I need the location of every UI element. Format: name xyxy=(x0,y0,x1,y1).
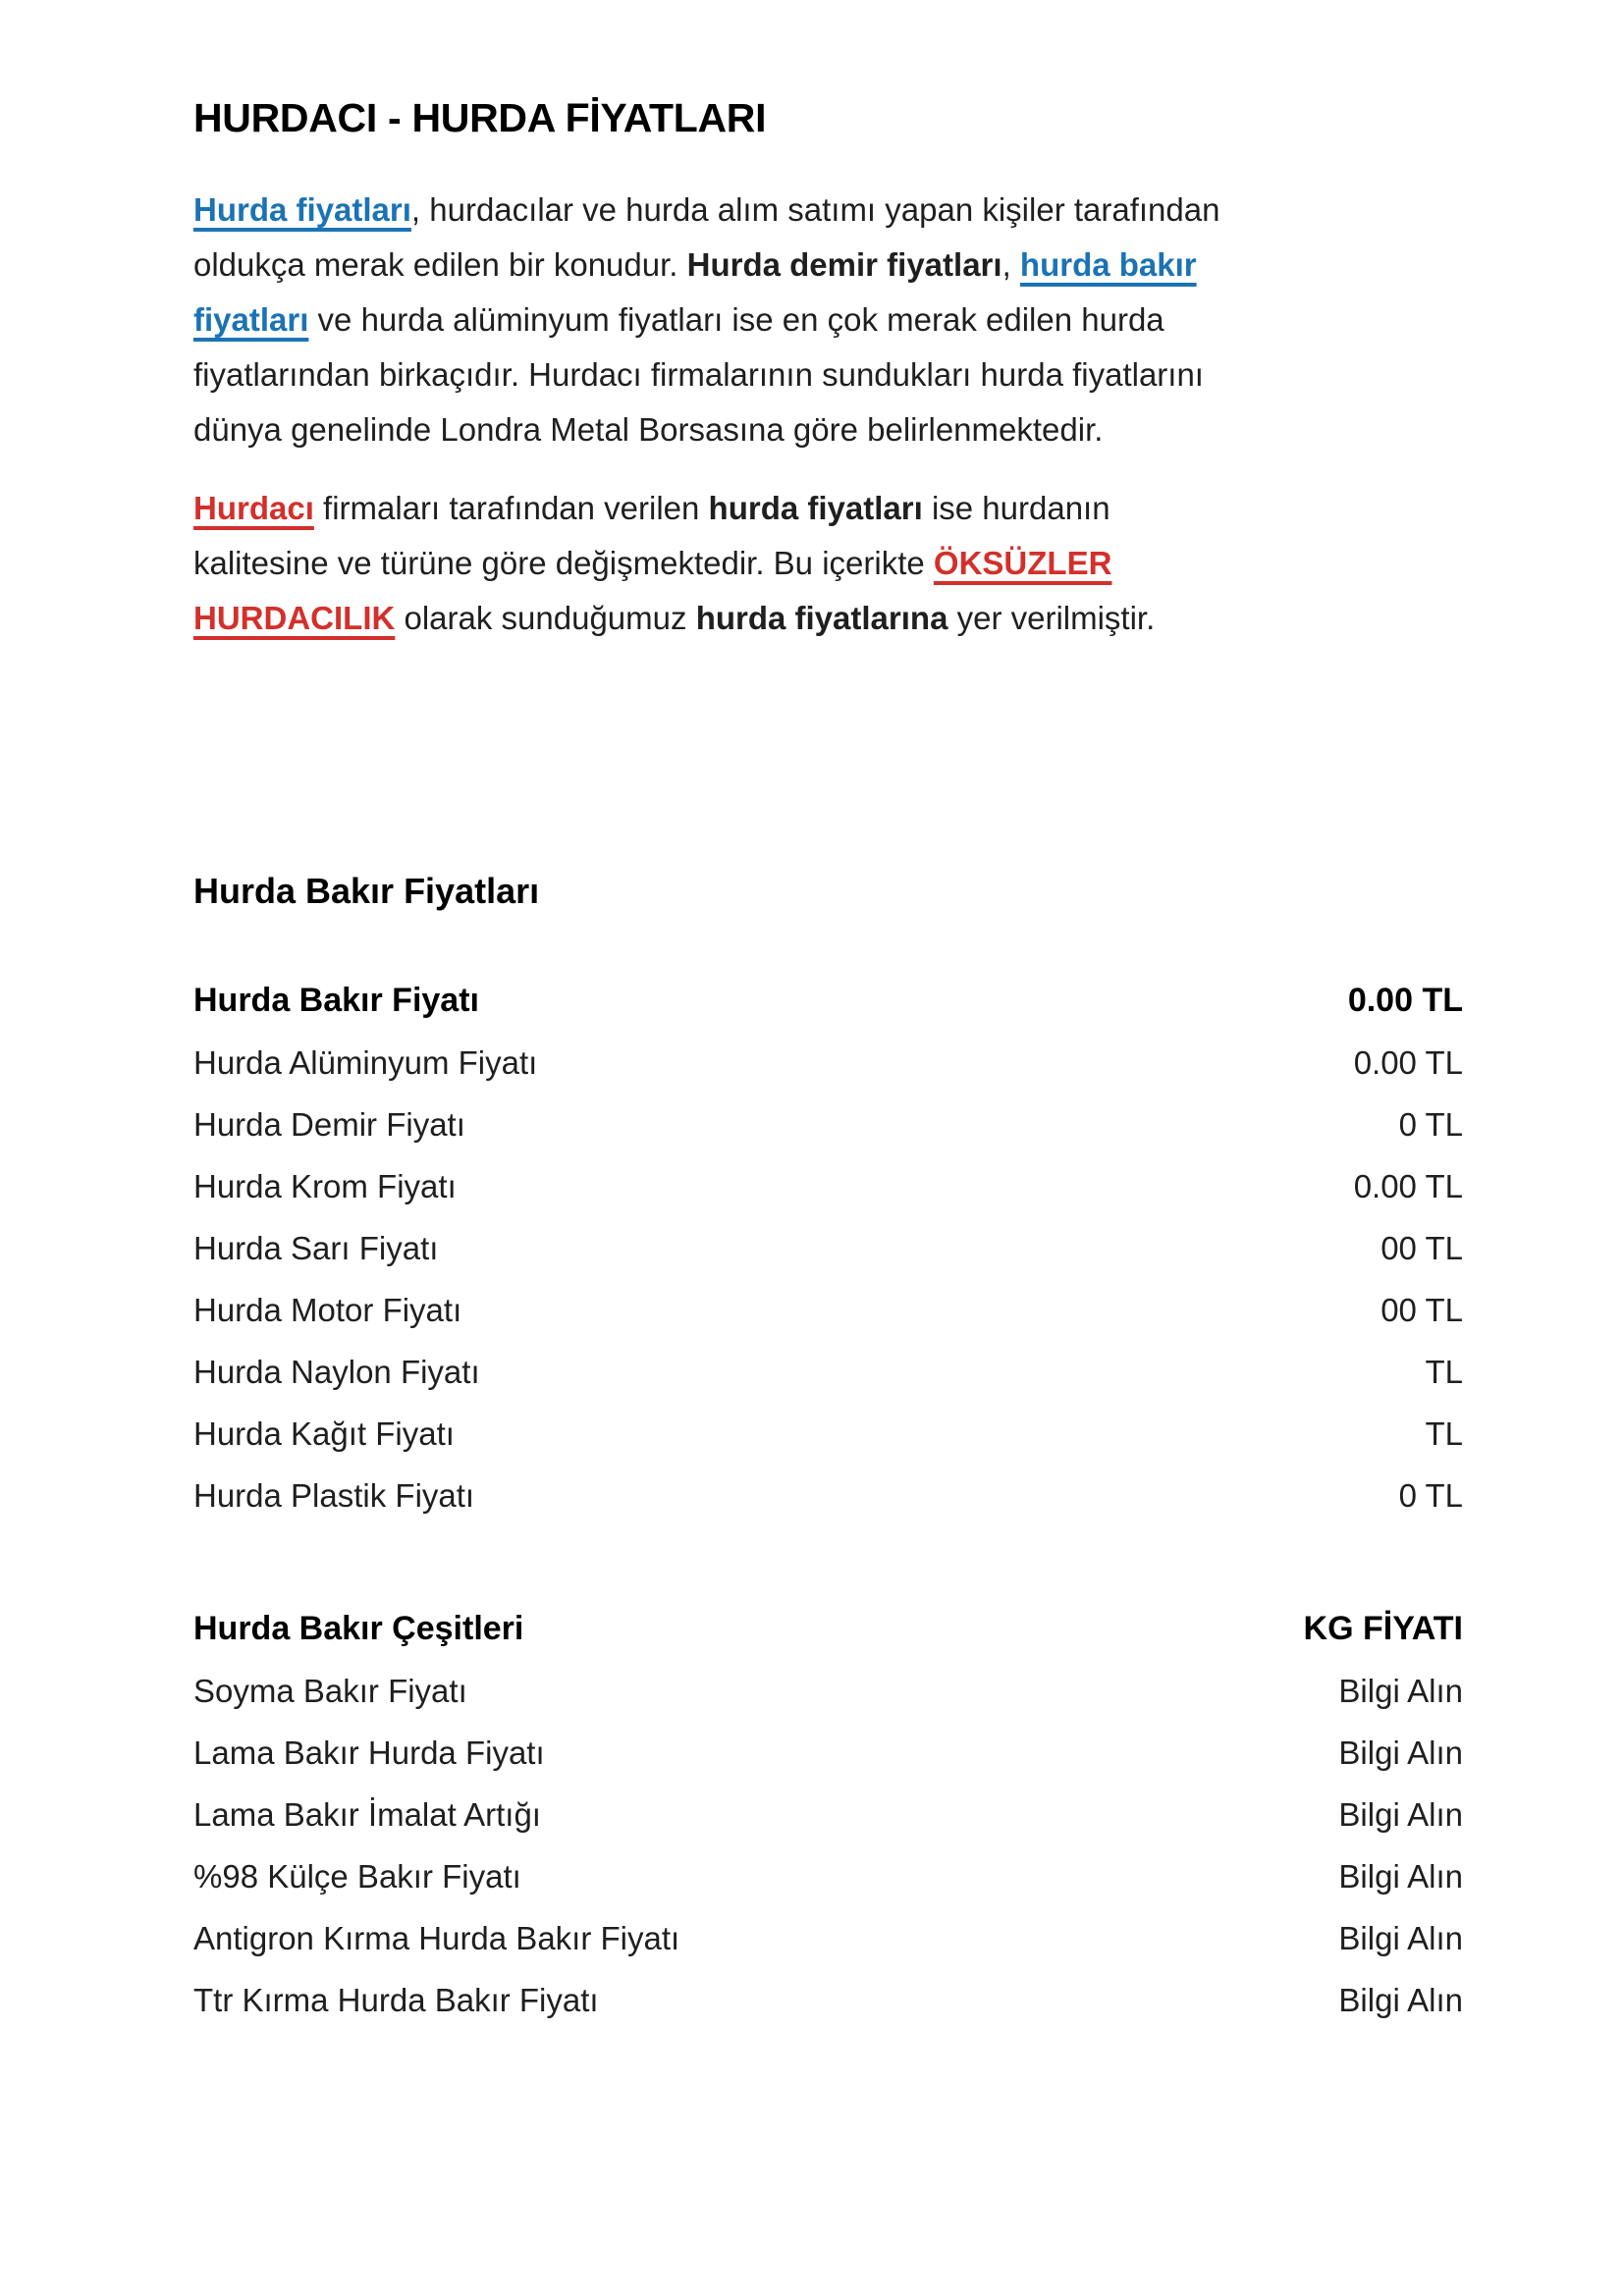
price-label: Hurda Sarı Fiyatı xyxy=(193,1229,439,1266)
text-run: oldukça merak edilen bir konudur. xyxy=(193,246,687,283)
second-paragraph xyxy=(193,481,1463,646)
price-row xyxy=(193,1094,1463,1155)
page-title: HURDACI - HURDA FİYATLARI xyxy=(193,95,767,140)
price-label: Hurda Alüminyum Fiyatı xyxy=(193,1043,538,1081)
text-line xyxy=(193,591,1463,646)
price-value: 0 TL xyxy=(1398,1476,1463,1514)
text-line xyxy=(193,402,1463,457)
price-value: 00 TL xyxy=(1380,1291,1463,1328)
price-label: Hurda Naylon Fiyatı xyxy=(193,1353,480,1390)
type-label: Antigron Kırma Hurda Bakır Fiyatı xyxy=(193,1919,680,1956)
text-run: hurda fiyatlarına xyxy=(695,600,948,636)
type-row xyxy=(193,1845,1463,1907)
oksuzler-hurdacilik-link[interactable]: ÖKSÜZLER xyxy=(933,545,1112,581)
type-value: Bilgi Alın xyxy=(1338,1857,1463,1895)
price-row xyxy=(193,1279,1463,1341)
section-heading-copper-prices: Hurda Bakır Fiyatları xyxy=(193,871,540,911)
types-header-label: Hurda Bakır Çeşitleri xyxy=(193,1610,524,1647)
hurdaci-link[interactable]: Hurdacı xyxy=(193,490,314,526)
type-row xyxy=(193,1784,1463,1845)
copper-types-rows xyxy=(193,1660,1463,2031)
price-label: Hurda Kağıt Fiyatı xyxy=(193,1415,455,1452)
price-row xyxy=(193,1341,1463,1403)
type-label: Lama Bakır İmalat Artığı xyxy=(193,1795,541,1833)
price-value: TL xyxy=(1425,1353,1463,1390)
text-run: fiyatlarından birkaçıdır. Hurdacı firmalarının sundukları hurda fiyatlarını xyxy=(193,356,1204,393)
text-line xyxy=(193,293,1463,347)
text-line xyxy=(193,238,1463,293)
text-run: yer verilmiştir. xyxy=(947,600,1156,636)
text-run: ve hurda alüminyum fiyatları ise en çok merak edilen hurda xyxy=(308,301,1164,338)
text-run: Hurda demir fiyatları xyxy=(686,246,1002,283)
price-value: 0.00 TL xyxy=(1347,982,1463,1019)
price-value: TL xyxy=(1425,1415,1463,1452)
type-label: Soyma Bakır Fiyatı xyxy=(193,1672,467,1709)
price-label: Hurda Demir Fiyatı xyxy=(193,1105,465,1143)
oksuzler-hurdacilik-link[interactable]: HURDACILIK xyxy=(193,600,396,636)
text-line xyxy=(193,481,1463,536)
price-row xyxy=(193,1465,1463,1526)
text-run: dünya genelinde Londra Metal Borsasına göre belirlenmektedir. xyxy=(193,411,1104,448)
types-header-row xyxy=(193,1598,1463,1660)
type-label: Lama Bakır Hurda Fiyatı xyxy=(193,1734,545,1771)
price-value: 0 TL xyxy=(1398,1105,1463,1143)
text-line xyxy=(193,536,1463,591)
text-run: , hurdacılar ve hurda alım satımı yapan kişiler tarafından xyxy=(410,191,1220,228)
text-run: kalitesine ve türüne göre değişmektedir. Bu içerikte xyxy=(193,545,934,581)
text-run: olarak sunduğumuz xyxy=(395,600,696,636)
copper-prices-table xyxy=(193,970,1463,1526)
hurda-bakir-fiyatlari-link[interactable]: hurda bakır xyxy=(1019,246,1197,283)
type-row xyxy=(193,1969,1463,2031)
type-row xyxy=(193,1660,1463,1722)
type-value: Bilgi Alın xyxy=(1338,1734,1463,1771)
type-value: Bilgi Alın xyxy=(1338,1795,1463,1833)
type-label: %98 Külçe Bakır Fiyatı xyxy=(193,1857,521,1895)
hurda-bakir-fiyatlari-link[interactable]: fiyatları xyxy=(193,301,309,338)
type-row xyxy=(193,1722,1463,1784)
hurda-fiyatlari-link[interactable]: Hurda fiyatları xyxy=(193,191,411,228)
copper-types-table xyxy=(193,1598,1463,2031)
intro-paragraph xyxy=(193,183,1463,457)
price-value: 0.00 TL xyxy=(1353,1167,1463,1204)
text-line xyxy=(193,183,1463,238)
text-run: ise hurdanın xyxy=(922,490,1110,526)
type-value: Bilgi Alın xyxy=(1338,1981,1463,2018)
price-label: Hurda Plastik Fiyatı xyxy=(193,1476,475,1514)
price-value: 0.00 TL xyxy=(1353,1043,1463,1081)
type-row xyxy=(193,1907,1463,1969)
price-label: Hurda Krom Fiyatı xyxy=(193,1167,457,1204)
types-header-value: KG FİYATI xyxy=(1303,1610,1463,1647)
price-row xyxy=(193,970,1463,1032)
price-value: 00 TL xyxy=(1380,1229,1463,1266)
text-run: hurda fiyatları xyxy=(708,490,923,526)
price-label: Hurda Motor Fiyatı xyxy=(193,1291,462,1328)
text-run: firmaları tarafından verilen xyxy=(313,490,709,526)
type-value: Bilgi Alın xyxy=(1338,1672,1463,1709)
type-value: Bilgi Alın xyxy=(1338,1919,1463,1956)
price-row xyxy=(193,1403,1463,1465)
text-run: , xyxy=(1001,246,1020,283)
price-row xyxy=(193,1032,1463,1094)
text-line xyxy=(193,347,1463,402)
price-row xyxy=(193,1155,1463,1217)
price-row xyxy=(193,1217,1463,1279)
type-label: Ttr Kırma Hurda Bakır Fiyatı xyxy=(193,1981,599,2018)
price-label: Hurda Bakır Fiyatı xyxy=(193,982,479,1019)
